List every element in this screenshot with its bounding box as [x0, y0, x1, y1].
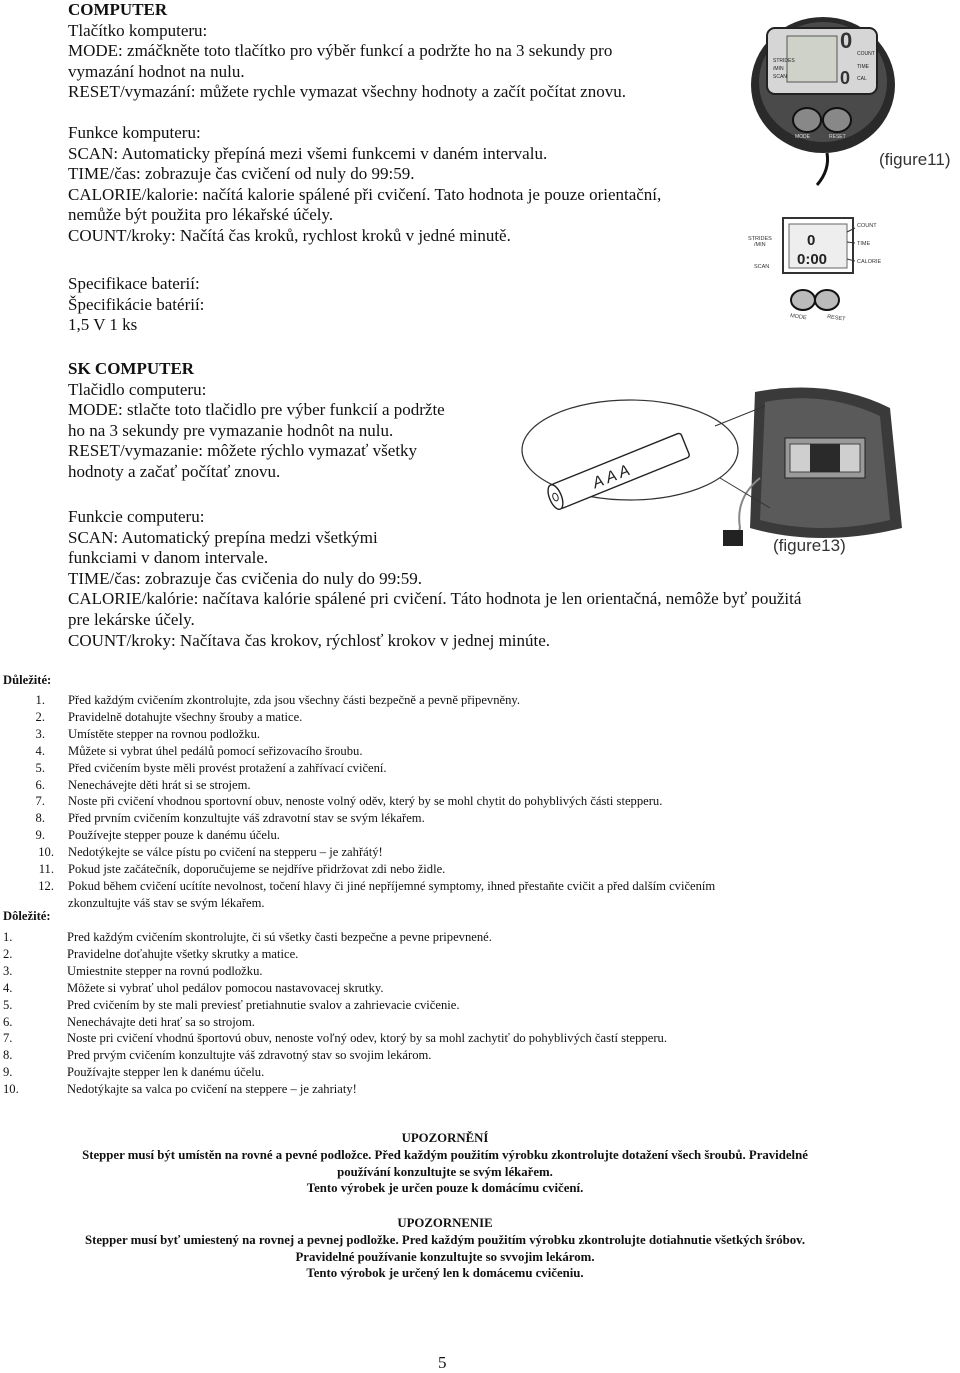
cz-functions-section — [68, 123, 661, 247]
sk-function-line: funkciami v danom intervale. — [68, 548, 269, 568]
battery-spec-section — [68, 274, 204, 336]
list-item: 9. Používajte stepper len k danému účelu. — [3, 1065, 265, 1080]
svg-text:SCAN: SCAN — [773, 74, 787, 80]
warning-sk-line: Pravidelné používanie konzultujte so svvojim lekárom. — [295, 1249, 595, 1264]
list-item: 1. Před každým cvičením zkontrolujte, zda jsou všechny části bezpečně a pevně připevněny. — [35, 693, 521, 707]
sk-computer-line: hodnoty a začať počítať znovu. — [68, 461, 281, 481]
warning-cz-line: Tento výrobek je určen pouze k domácímu cvičení. — [306, 1181, 584, 1196]
svg-text:STRIDES: STRIDES — [748, 236, 772, 242]
svg-text:STRIDES: STRIDES — [773, 58, 795, 64]
list-item: 5. Pred cvičením by ste mali previesť pretiahnutie svalov a zahrievacie cvičenie. — [3, 997, 460, 1012]
list-item: 9. Používejte stepper pouze k danému účelu. — [35, 828, 280, 843]
warning-sk — [0, 1215, 890, 1282]
list-item: 4. Môžete si vybrať uhol pedálov pomocou nastavovacej skrutky. — [3, 980, 384, 995]
page-number: 5 — [438, 1353, 447, 1372]
computer-console-illustration — [745, 10, 960, 330]
list-item: 4. Můžete si vybrat úhel pedálů pomocí seřizovacího šroubu. — [35, 743, 363, 758]
warning-cz-line: Stepper musí být umístěn na rovné a pevné podložce. Před každým použitím výrobku zkontrolujte dotažení všech šroubů. Pravidelné — [82, 1147, 808, 1162]
list-item: 6. Nenechávejte děti hrát si se strojem. — [35, 777, 251, 792]
svg-text:MODE: MODE — [789, 313, 807, 322]
cz-function-line: Funkce komputeru: — [68, 123, 201, 142]
cz-important-heading: Důležité: — [3, 673, 52, 687]
cz-function-line: COUNT/kroky: Načítá čas kroků, rychlost kroků v jedné minutě. — [68, 225, 511, 245]
list-item: 10. Nedotýkajte sa valca po cvičení na steppere – je zahriaty! — [3, 1082, 357, 1097]
battery-aaa-label: A A A — [590, 462, 633, 493]
svg-text:RESET: RESET — [826, 314, 846, 323]
svg-text:TIME: TIME — [857, 64, 869, 70]
sk-function-line: CALORIE/kalórie: načítava kalórie spálené pri cvičení. Táto hodnota je len orientačná, nemôže byť použitá — [68, 589, 802, 609]
cz-important-list — [0, 692, 715, 912]
list-item: 5. Před cvičením byste měli provést protažení a zahřívací cvičení. — [35, 760, 387, 775]
cz-computer-line: MODE: zmáčkněte toto tlačítko pro výběr funkcí a podržte ho na 3 sekundy pro — [68, 41, 613, 61]
sk-function-line: pre lekárske účely. — [68, 609, 195, 629]
warning-sk-title: UPOZORNENIE — [397, 1216, 493, 1230]
svg-text:/MIN: /MIN — [754, 242, 766, 248]
svg-text:COUNT: COUNT — [857, 223, 877, 229]
cz-computer-title: COMPUTER — [68, 0, 168, 19]
sk-computer-line: RESET/vymazanie: môžete rýchlo vymazať všetky — [68, 441, 418, 461]
sk-important-heading: Dôležité: — [3, 909, 51, 923]
sk-function-line: COUNT/kroky: Načítava čas krokov, rýchlosť krokov v jednej minúte. — [68, 630, 551, 650]
figure-11 — [745, 10, 960, 330]
warning-cz — [0, 1130, 890, 1197]
sk-computer-section — [68, 359, 445, 483]
svg-text:0: 0 — [807, 232, 816, 249]
display-digits: 0:00 — [797, 251, 828, 268]
list-item: 7. Noste při cvičení vhodnou sportovní obuv, nenoste volný oděv, který by se mohl chytit do pohyblivých části stepperu. — [35, 794, 663, 809]
svg-text:RESET: RESET — [829, 134, 846, 140]
battery-spec-line: 1,5 V 1 ks — [68, 315, 138, 335]
sk-function-line: SCAN: Automatický prepína medzi všetkými — [68, 527, 378, 547]
cz-computer-line: Tlačítko komputeru: — [68, 20, 208, 40]
warning-sk-line: Tento výrobok je určený len k domácemu cvičeniu. — [306, 1266, 584, 1281]
svg-text:CAL: CAL — [857, 76, 867, 82]
svg-text:TIME: TIME — [857, 241, 871, 247]
list-item: zkonzultujte váš stav se svým lékařem. — [68, 895, 265, 910]
cz-function-line: SCAN: Automaticky přepíná mezi všemi funkcemi v daném intervalu. — [68, 143, 548, 163]
sk-important-list — [3, 929, 667, 1098]
battery-spec-line: Špecifikácie batérií: — [68, 294, 205, 314]
warning-cz-title: UPOZORNĚNÍ — [401, 1131, 489, 1145]
cz-function-line: TIME/čas: zobrazuje čas cvičení od nuly do 99:59. — [68, 164, 415, 184]
sk-computer-title: SK COMPUTER — [68, 359, 195, 378]
sk-computer-line: ho na 3 sekundy pre vymazanie hodnôt na nulu. — [68, 420, 394, 440]
list-item: 1. Pred každým cvičením skontrolujte, či sú všetky časti bezpečne a pevne pripevnené. — [3, 930, 492, 944]
svg-text:COUNT: COUNT — [857, 51, 875, 57]
battery-spec-line: Specifikace baterií: — [68, 274, 200, 293]
sk-function-line: Funkcie computeru: — [68, 507, 205, 526]
cz-computer-line: RESET/vymazání: můžete rychle vymazat všechny hodnoty a začít počítat znovu. — [68, 82, 626, 102]
sk-computer-line: Tlačidlo computeru: — [68, 379, 207, 399]
figure-13 — [520, 378, 910, 570]
list-item: 3. Umiestnite stepper na rovnú podložku. — [3, 963, 263, 978]
svg-text:CALORIE: CALORIE — [857, 259, 882, 265]
cz-computer-line: vymazání hodnot na nulu. — [68, 61, 245, 81]
list-item: 8. Pred prvým cvičením konzultujte váš zdravotný stav so svojim lekárom. — [3, 1048, 432, 1063]
warning-sk-line: Stepper musí byť umiestený na rovnej a pevnej podložke. Pred každým použitím výrobku zkontrolujte dotiahnutie všetkých šróbov. — [84, 1232, 806, 1247]
svg-text:0: 0 — [840, 68, 851, 88]
svg-text:/MIN: /MIN — [773, 66, 784, 72]
figure-13-label: (figure13) — [773, 536, 846, 555]
list-item: 8. Před prvním cvičením konzultujte váš zdravotní stav se svým lékařem. — [35, 811, 425, 826]
list-item: 10. Nedotýkejte se válce pístu po cvičení na stepperu – je zahřátý! — [38, 845, 383, 860]
cz-function-line: nemůže být použita pro lékařské účely. — [68, 205, 334, 225]
list-item: 12. Pokud během cvičení ucítíte nevolnost, točení hlavy či jiné nepříjemné symptomy, ihned přestaňte cvičit a před dalším cvičením — [38, 878, 716, 893]
sk-computer-line: MODE: stlačte toto tlačidlo pre výber funkcií a podržte — [68, 400, 445, 420]
list-item: 11. Pokud jste začátečník, doporučujeme se nejdříve přidržovat zdi nebo židle. — [38, 862, 446, 877]
list-item: 7. Noste pri cvičení vhodnú športovú obuv, nenoste voľný odev, ktorý by sa mohl zachytiť do pohyblivých častí stepperu. — [3, 1031, 667, 1046]
warning-cz-line: používání konzultujte se svým lékařem. — [337, 1164, 553, 1179]
figure-11-label: (figure11) — [879, 150, 951, 169]
list-item: 6. Nenechávajte deti hrať sa so strojom. — [3, 1014, 255, 1029]
cz-function-line: CALORIE/kalorie: načítá kalorie spálené při cvičení. Tato hodnota je pouze orientační, — [68, 184, 662, 204]
svg-text:MODE: MODE — [795, 134, 810, 140]
cz-computer-section — [68, 0, 626, 103]
sk-function-line: TIME/čas: zobrazuje čas cvičenia do nuly do 99:59. — [68, 568, 423, 588]
svg-text:SCAN: SCAN — [754, 264, 770, 270]
list-item: 2. Pravidelne doťahujte všetky skrutky a matice. — [3, 946, 299, 961]
list-item: 2. Pravidelně dotahujte všechny šrouby a matice. — [35, 709, 303, 724]
list-item: 3. Umístěte stepper na rovnou podložku. — [35, 726, 261, 741]
svg-text:0: 0 — [840, 28, 853, 53]
battery-compartment-illustration — [520, 378, 910, 570]
